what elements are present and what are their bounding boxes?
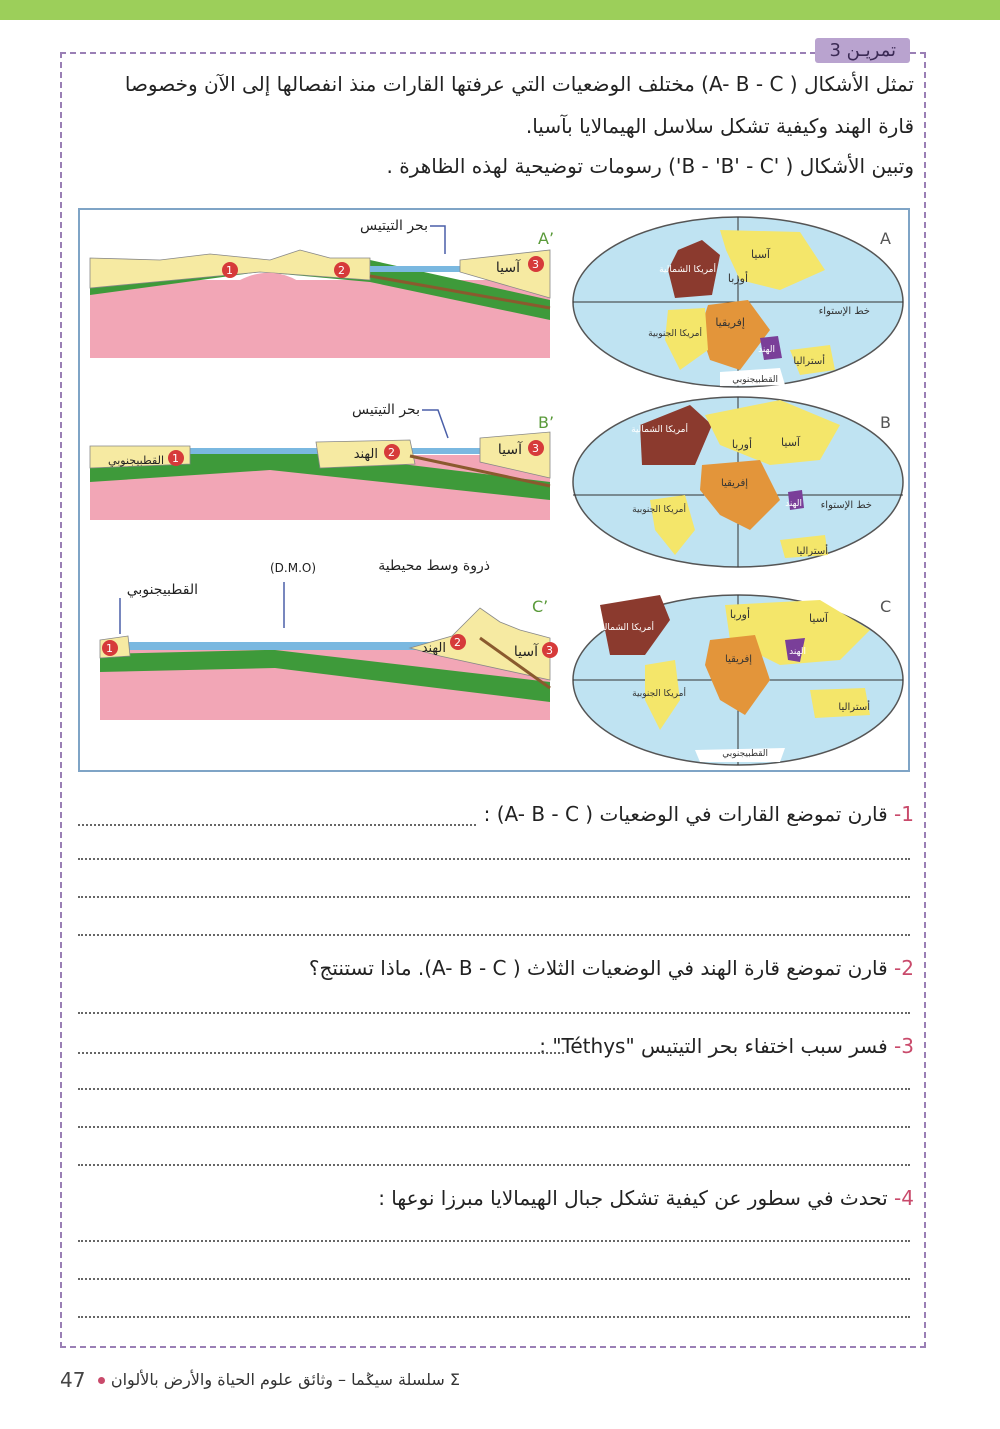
answer-line[interactable] — [78, 1278, 910, 1280]
question-1-text: قارن تموضع القارات في الوضعيات ( A- B - C) : — [483, 802, 888, 826]
section-c-ridge: ذروة وسط محيطية — [378, 558, 490, 574]
top-color-bar — [0, 0, 1000, 20]
page-footer — [60, 1368, 480, 1394]
section-b-india: الهند — [353, 447, 378, 462]
answer-line[interactable] — [78, 824, 476, 826]
answer-line[interactable] — [78, 858, 910, 860]
map-b-equator: خط الإستواء — [820, 500, 872, 511]
map-b-letter: B — [880, 413, 891, 432]
figure-drawing — [80, 210, 908, 770]
map-b-asia: آسيا — [781, 436, 800, 449]
map-c-asia: آسيا — [809, 612, 828, 625]
map-a-australia: أستراليا — [793, 356, 825, 367]
section-a-letter: A’ — [538, 229, 555, 248]
map-c-antarctica: القطبيجنوبي — [722, 749, 768, 759]
map-a-africa: إفريقيا — [715, 316, 745, 329]
question-1-number: 1- — [894, 802, 914, 826]
section-c-n1: 1 — [106, 642, 113, 655]
question-3 — [539, 1034, 914, 1058]
map-c-letter: C — [880, 597, 892, 616]
map-a-india: الهند — [758, 345, 775, 355]
section-c-asia: آسيا — [513, 644, 538, 660]
section-a-tethys: بحر التيتيس — [359, 218, 428, 234]
map-a-north-america: أمريكا الشمالية — [659, 265, 716, 275]
section-c-dmo: (D.M.O) — [270, 561, 317, 575]
question-4 — [378, 1186, 914, 1210]
map-a-europe: أوربا — [727, 272, 748, 285]
page-number: 47 — [60, 1368, 86, 1392]
section-c-letter: C’ — [532, 597, 549, 616]
footer-dot — [98, 1377, 105, 1384]
map-c-india: الهند — [789, 647, 806, 657]
intro-line-2: قارة الهند وكيفية تشكل سلاسل الهيمالايا بآسيا. — [525, 114, 914, 138]
map-b-south-america: أمريكا الجنوبية — [632, 505, 686, 515]
map-b-india: الهند — [785, 499, 802, 509]
section-b-asia: آسيا — [497, 442, 522, 458]
section-a-asia: آسيا — [495, 260, 520, 276]
map-b-australia: أستراليا — [796, 546, 828, 557]
exercise-badge: تمريـن 3 — [815, 38, 910, 63]
map-a-antarctica: القطبيجنوبي — [732, 375, 778, 385]
section-b-antarctica: القطبيجنوبي — [108, 454, 164, 467]
section-b-tethys: بحر التيتيس — [351, 402, 420, 418]
answer-line[interactable] — [78, 1126, 910, 1128]
cross-section-c — [100, 558, 558, 720]
question-3-number: 3- — [894, 1034, 914, 1058]
map-c-africa: إفريقيا — [725, 654, 752, 665]
answer-line[interactable] — [78, 1316, 910, 1318]
map-b-africa: إفريقيا — [721, 478, 748, 489]
answer-line[interactable] — [78, 934, 910, 936]
map-b-europe: أوربا — [731, 438, 752, 451]
answer-line[interactable] — [78, 1164, 910, 1166]
answer-line[interactable] — [78, 1012, 910, 1014]
world-map-c — [573, 595, 903, 765]
intro-line-3: وتبين الأشكال ( 'B - 'B' - C') رسومات توضيحية لهذه الظاهرة . — [386, 154, 914, 178]
section-c-n2: 2 — [454, 636, 461, 649]
answer-line[interactable] — [78, 1088, 910, 1090]
section-b-n2: 2 — [388, 446, 395, 459]
map-c-australia: أستراليا — [838, 702, 870, 713]
section-a-n2: 2 — [338, 264, 345, 277]
intro-line-1: تمثل الأشكال ( A- B - C) مختلف الوضعيات التي عرفتها القارات منذ انفصالها إلى الآن وخصوصا — [124, 72, 914, 96]
map-a-equator: خط الإستواء — [818, 306, 870, 317]
map-a-asia: آسيا — [751, 248, 770, 261]
question-2-number: 2- — [894, 956, 914, 980]
question-1 — [484, 802, 914, 826]
section-c-antarctica: القطبيجنوبي — [126, 582, 198, 598]
section-a-n3: 3 — [532, 258, 539, 271]
series-title: Σ سلسلة سيݣما – وثائق علوم الحياة والأرض بالألوان — [110, 1370, 460, 1389]
world-map-a — [573, 217, 903, 387]
map-a-south-america: أمريكا الجنوبية — [648, 329, 702, 339]
map-a-letter: A — [880, 229, 891, 248]
question-2 — [309, 956, 914, 980]
answer-line[interactable] — [78, 896, 910, 898]
map-c-north-america: أمريكا الشمالية — [597, 623, 654, 633]
map-c-europe: أوربا — [729, 608, 750, 621]
section-c-india: الهند — [421, 641, 446, 656]
section-b-letter: B’ — [538, 413, 555, 432]
question-3-text: فسر سبب اختفاء بحر التيتيس "Téthys" : — [539, 1034, 888, 1058]
cross-section-b — [90, 402, 554, 520]
world-map-b — [573, 397, 903, 567]
question-2-text: قارن تموضع قارة الهند في الوضعيات الثلاث ( A- B - C). ماذا تستنتج؟ — [308, 956, 888, 980]
cross-section-a — [90, 218, 554, 358]
section-b-n1: 1 — [172, 452, 179, 465]
section-b-n3: 3 — [532, 442, 539, 455]
answer-line[interactable] — [78, 1240, 910, 1242]
question-4-number: 4- — [894, 1186, 914, 1210]
map-b-north-america: أمريكا الشمالية — [631, 425, 688, 435]
tectonics-figure — [78, 208, 910, 772]
section-c-n3: 3 — [546, 644, 553, 657]
question-4-text: تحدث في سطور عن كيفية تشكل جبال الهيمالايا مبرزا نوعها : — [378, 1186, 888, 1210]
answer-line[interactable] — [78, 1052, 564, 1054]
section-a-n1: 1 — [226, 264, 233, 277]
map-c-south-america: أمريكا الجنوبية — [632, 689, 686, 699]
